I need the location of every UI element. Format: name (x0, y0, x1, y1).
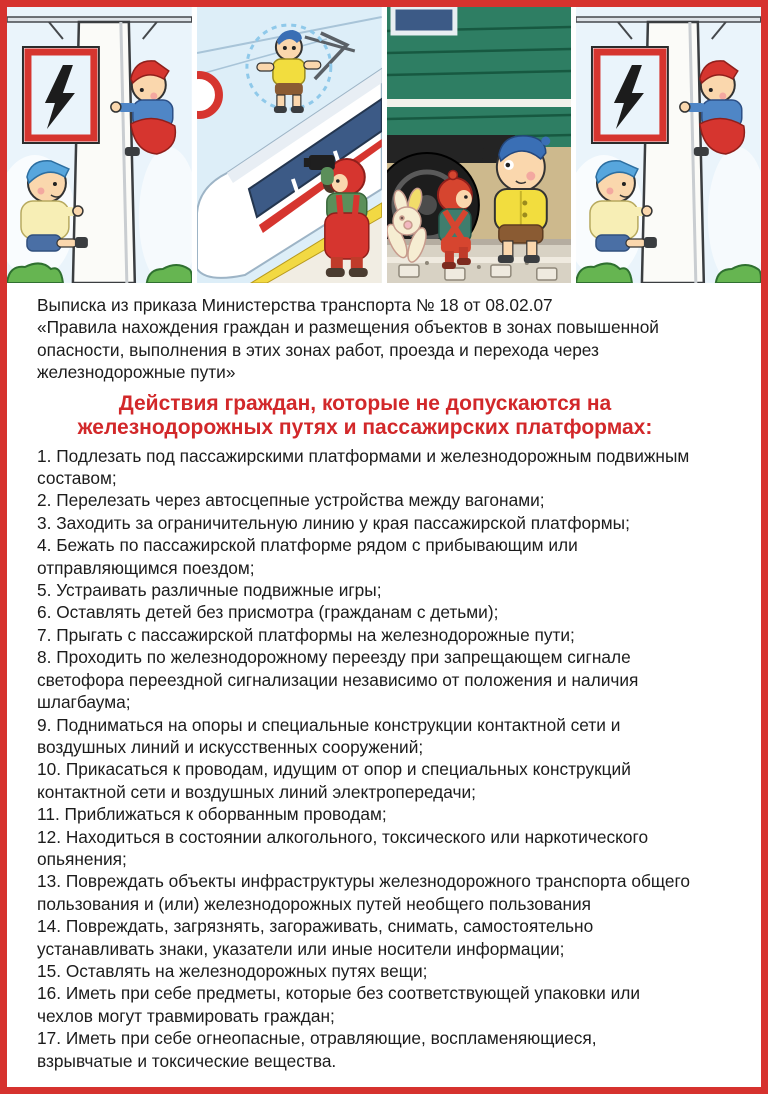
rule-item-10: 10. Прикасаться к проводам, идущим от опор и специальных конструкций контактной сети и воздушных линий электропередачи; (37, 759, 631, 802)
illustration-climbing-electric-pole-left (7, 7, 192, 283)
illustration-strip (7, 7, 761, 283)
rule-item-1: 1. Подлезать под пассажирскими платформами и железнодорожным подвижным составом; (37, 445, 690, 489)
rule-item-3: 3. Заходить за ограничительную линию у края пассажирской платформы; (37, 512, 630, 533)
rules-list (37, 445, 693, 1072)
rule-item-16: 16. Иметь при себе предметы, которые без соответствующей упаковки или чехлов могут травмировать граждан; (37, 983, 640, 1026)
illustration-children-on-tracks (387, 7, 572, 283)
rule-item-9: 9. Подниматься на опоры и специальные конструкции контактной сети и воздушных линий и искусственных сооружений; (37, 714, 621, 757)
rule-item-8: 8. Проходить по железнодорожному переезду при запрещающем сигнале светофора переездной сигнализации независимо от положения и наличия шлагбаума; (37, 647, 639, 713)
rule-item-12: 12. Находиться в состоянии алкогольного, токсического или наркотического опьянения; (37, 826, 649, 869)
rule-item-6: 6. Оставлять детей без присмотра (гражданам с детьми); (37, 602, 499, 623)
rule-item-13: 13. Повреждать объекты инфраструктуры железнодорожного транспорта общего пользования и (или) железнодорожных путей необщего пользования (37, 871, 691, 914)
rule-item-7: 7. Прыгать с пассажирской платформы на железнодорожные пути; (37, 624, 575, 645)
rule-item-17: 17. Иметь при себе огнеопасные, отравляющие, воспламеняющиеся, взрывчатые и токсические вещества. (37, 1028, 597, 1071)
intro-line1: Выписка из приказа Министерства транспорта № 18 от 08.02.07 (37, 295, 553, 315)
rule-item-14: 14. Повреждать, загрязнять, загораживать, снимать, самостоятельно устанавливать знаки, указатели или иные носители информации; (37, 916, 594, 959)
prohibition-sign-icon (197, 75, 219, 115)
section-heading: Действия граждан, которые не допускаются на железнодорожных путях и пассажирских платформах: (77, 391, 653, 439)
rule-item-11: 11. Приближаться к оборванным проводам; (37, 804, 387, 825)
rule-item-15: 15. Оставлять на железнодорожных путях вещи; (37, 960, 428, 981)
illustration-boy-on-train-roof (197, 7, 382, 283)
text-content (7, 283, 719, 1072)
high-voltage-sign-icon (592, 47, 668, 143)
rule-item-4: 4. Бежать по пассажирской платформе рядом с прибывающим или отправляющимся поездом; (37, 535, 578, 578)
illustration-climbing-electric-pole-right (576, 7, 761, 283)
high-voltage-sign-icon (23, 47, 99, 143)
rule-item-5: 5. Устраивать различные подвижные игры; (37, 580, 382, 601)
green-train-car (387, 7, 572, 147)
intro-quote: «Правила нахождения граждан и размещения объектов в зонах повышенной опасности, выполнения в этих зонах работ, проезда и перехода через железнодорожные пути» (37, 317, 659, 383)
rule-item-2: 2. Перелезать через автосцепные устройства между вагонами; (37, 490, 545, 511)
intro-paragraph (37, 294, 693, 384)
